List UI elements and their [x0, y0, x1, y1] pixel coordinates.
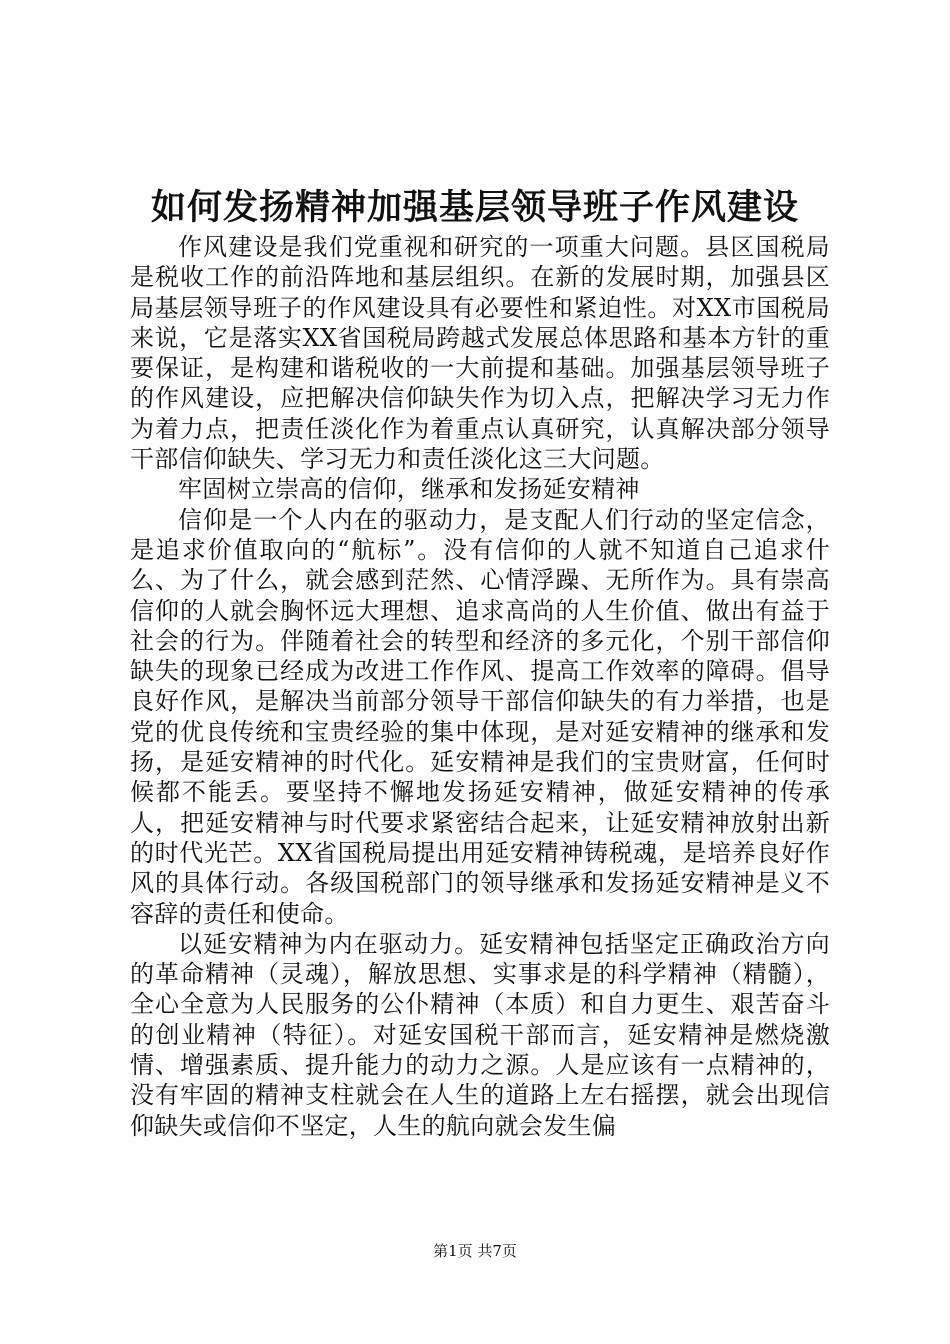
document-body [130, 232, 830, 1141]
section-heading: 牢固树立崇高的信仰，继承和发扬延安精神 [178, 475, 640, 504]
document-title: 如何发扬精神加强基层领导班子作风建设 [150, 187, 799, 228]
paragraph-yanan-spirit: 以延安精神为内在驱动力。延安精神包括坚定正确政治方向的革命精神（灵魂），解放思想、实事求是的科学精神（精髓），全心全意为人民服务的公仆精神（本质）和自力更生、艰苦奋斗的创业精神（特征）。对延安国税干部而言，延安精神是燃烧激情、增强素质、提升能力的动力之源。人是应该有一点精神的，没有牢固的精神支柱就会在人生的道路上左右摇摆，就会出现信仰缺失或信仰不坚定，人生的航向就会发生偏 [130, 929, 830, 1140]
paragraph-intro: 作风建设是我们党重视和研究的一项重大问题。县区国税局是税收工作的前沿阵地和基层组织。在新的发展时期，加强县区局基层领导班子的作风建设具有必要性和紧迫性。对XX市国税局来说，它是落实XX省国税局跨越式发展总体思路和基本方针的重要保证，是构建和谐税收的一大前提和基础。加强基层领导班子的作风建设，应把解决信仰缺失作为切入点，把解决学习无力作为着力点，把责任淡化作为着重点认真研究，认真解决部分领导干部信仰缺失、学习无力和责任淡化这三大问题。 [130, 233, 830, 474]
page-footer: 第1页 共7页 [433, 1242, 517, 1260]
paragraph-belief: 信仰是一个人内在的驱动力，是支配人们行动的坚定信念，是追求价值取向的“航标”。没有信仰的人就不知道自己追求什么、为了什么，就会感到茫然、心情浮躁、无所作为。具有崇高信仰的人就会胸怀远大理想、追求高尚的人生价值、做出有益于社会的行为。伴随着社会的转型和经济的多元化，个别干部信仰缺失的现象已经成为改进工作作风、提高工作效率的障碍。倡导良好作风，是解决当前部分领导干部信仰缺失的有力举措，也是党的优良传统和宝贵经验的集中体现，是对延安精神的继承和发扬，是延安精神的时代化。延安精神是我们的宝贵财富，任何时候都不能丢。要坚持不懈地发扬延安精神，做延安精神的传承人，把延安精神与时代要求紧密结合起来，让延安精神放射出新的时代光芒。XX省国税局提出用延安精神铸税魂，是培养良好作风的具体行动。各级国税部门的领导继承和发扬延安精神是义不容辞的责任和使命。 [130, 505, 830, 928]
